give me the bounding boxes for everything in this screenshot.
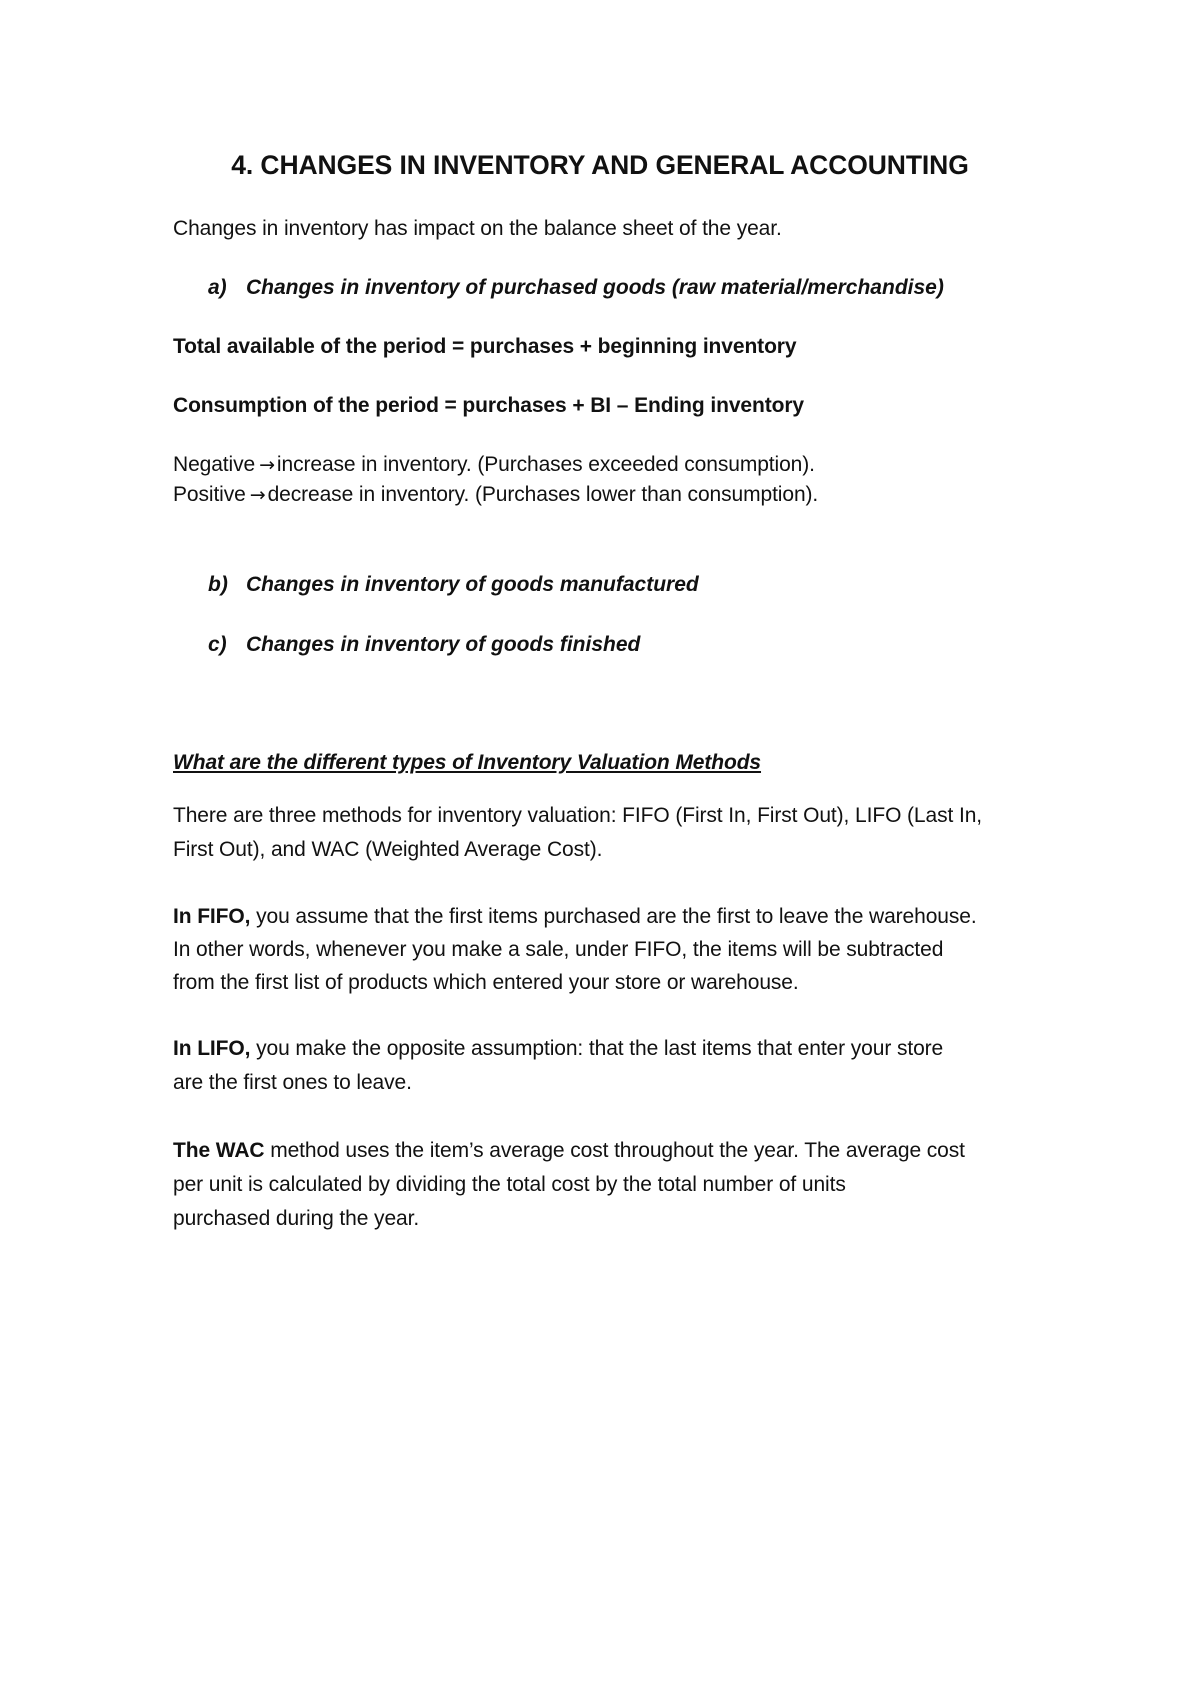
fifo-text-1: you assume that the first items purchased are the first to leave the warehouse. (250, 905, 977, 928)
formula-consumption: Consumption of the period = purchases + BI – Ending inventory (173, 394, 804, 417)
methods-intro-line-2: First Out), and WAC (Weighted Average Cost). (173, 838, 603, 861)
section-c-heading: Changes in inventory of goods finished (246, 633, 641, 656)
section-c-letter: c) (208, 633, 227, 656)
wac-line-1 (173, 1134, 965, 1168)
lifo-line-1 (173, 1032, 943, 1066)
negative-label: Negative (173, 453, 256, 476)
arrow-right-icon: → (249, 484, 266, 506)
methods-intro-line-1: There are three methods for inventory valuation: FIFO (First In, First Out), LIFO (Last In, (173, 804, 983, 827)
positive-text: decrease in inventory. (Purchases lower than consumption). (267, 483, 819, 506)
wac-text-1: method uses the item’s average cost throughout the year. The average cost (264, 1139, 965, 1162)
lifo-line-2: are the first ones to leave. (173, 1071, 412, 1094)
negative-text: increase in inventory. (Purchases exceeded consumption). (276, 453, 815, 476)
section-a-heading: Changes in inventory of purchased goods (raw material/merchandise) (246, 276, 944, 299)
fifo-lead: In FIFO, (173, 905, 251, 928)
intro-paragraph: Changes in inventory has impact on the balance sheet of the year. (173, 217, 782, 240)
wac-line-2: per unit is calculated by dividing the total cost by the total number of units (173, 1173, 846, 1196)
positive-line (173, 478, 818, 512)
wac-lead: The WAC (173, 1139, 265, 1162)
section-a-letter: a) (208, 276, 227, 299)
methods-heading: What are the different types of Inventory Valuation Methods (173, 751, 762, 774)
positive-label: Positive (173, 483, 246, 506)
negative-line (173, 448, 815, 482)
fifo-line-2: In other words, whenever you make a sale, under FIFO, the items will be subtracted (173, 938, 944, 961)
page-title: 4. CHANGES IN INVENTORY AND GENERAL ACCOUNTING (231, 150, 969, 180)
fifo-line-3: from the first list of products which entered your store or warehouse. (173, 971, 799, 994)
formula-total-available: Total available of the period = purchases + beginning inventory (173, 335, 797, 358)
lifo-lead: In LIFO, (173, 1037, 251, 1060)
wac-line-3: purchased during the year. (173, 1207, 420, 1230)
section-b-letter: b) (208, 573, 228, 596)
arrow-right-icon: → (259, 454, 275, 476)
section-b-heading: Changes in inventory of goods manufactured (246, 573, 699, 596)
lifo-text-1: you make the opposite assumption: that the last items that enter your store (250, 1037, 944, 1060)
fifo-line-1 (173, 900, 977, 934)
